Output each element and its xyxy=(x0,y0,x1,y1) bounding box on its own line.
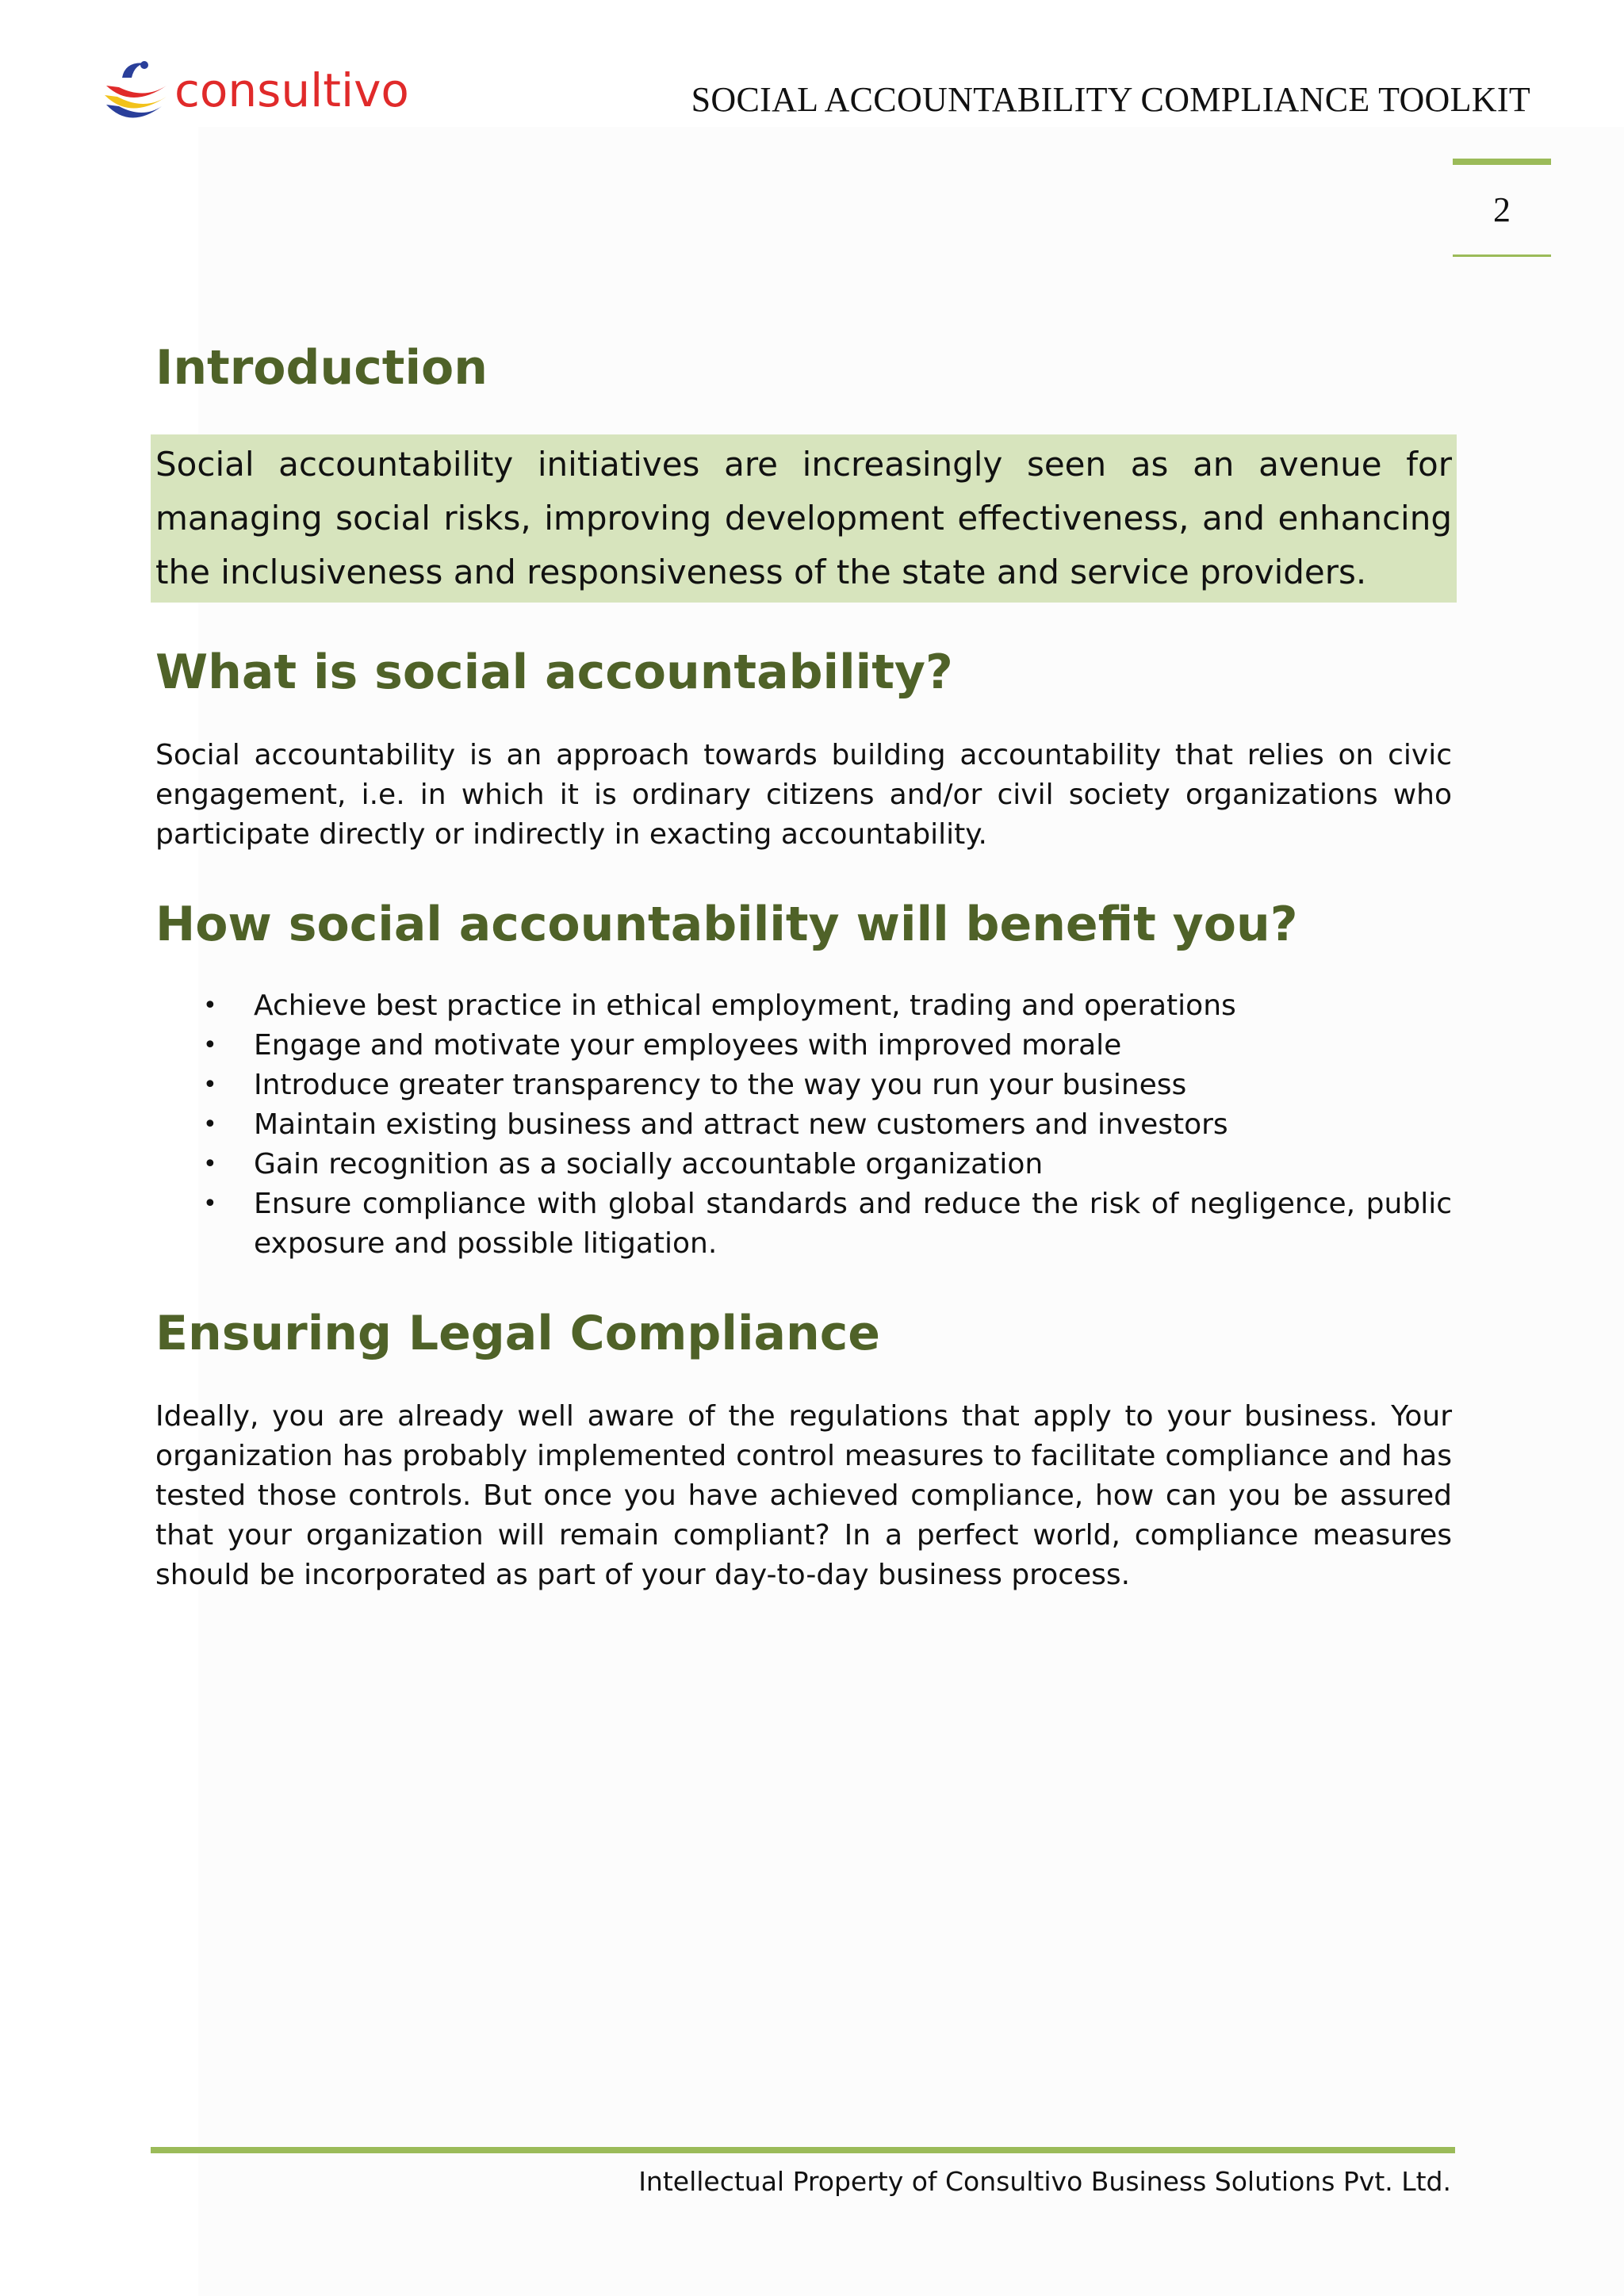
benefit-text: Engage and motivate your employees with improved morale xyxy=(254,1029,1122,1062)
bullet-icon: • xyxy=(203,992,217,1020)
legal-section xyxy=(155,1305,1452,1595)
benefit-text: Gain recognition as a socially accountable organization xyxy=(254,1148,1044,1181)
footer-divider xyxy=(151,2147,1455,2153)
benefits-list xyxy=(155,986,1452,1264)
bullet-icon: • xyxy=(203,1031,217,1059)
list-item xyxy=(155,1026,1452,1066)
bullet-icon: • xyxy=(203,1111,217,1138)
list-item xyxy=(155,1184,1452,1264)
footer-copyright: Intellectual Property of Consultivo Business Solutions Pvt. Ltd. xyxy=(638,2166,1451,2197)
list-item xyxy=(155,1105,1452,1145)
main-content xyxy=(155,339,1452,1595)
benefit-text: Maintain existing business and attract new customers and investors xyxy=(254,1108,1228,1141)
introduction-highlight: Social accountability initiatives are increasingly seen as an avenue for managing social risks, improving development effectiveness, and enhancing the inclusiveness and responsiveness of the state and service providers. xyxy=(151,434,1457,603)
bullet-icon: • xyxy=(203,1190,217,1218)
legal-heading: Ensuring Legal Compliance xyxy=(155,1306,880,1361)
list-item xyxy=(155,1145,1452,1184)
what-is-body: Social accountability is an approach towards building accountability that relies on civic engagement, i.e. in which it is ordinary citizens and/or civil society organizations who participate directly or indirectly in exacting accountability. xyxy=(155,739,1452,851)
benefits-heading: How social accountability will benefit you? xyxy=(155,897,1298,952)
legal-body: Ideally, you are already well aware of the regulations that apply to your business. Your organization has probably implemented control measures to facilitate compliance and has tested those controls. But once you have achieved compliance, how can you be assured that your organization will remain compliant? In a perfect world, compliance measures should be incorporated as part of your day-to-day business process. xyxy=(155,1400,1452,1591)
document-title: SOCIAL ACCOUNTABILITY COMPLIANCE TOOLKIT xyxy=(691,80,1530,119)
list-item xyxy=(155,1066,1452,1105)
what-is-heading: What is social accountability? xyxy=(155,645,953,700)
benefit-text: Achieve best practice in ethical employment, trading and operations xyxy=(254,989,1236,1022)
page-number-box xyxy=(1453,159,1551,257)
what-is-section xyxy=(155,644,1452,855)
bullet-icon: • xyxy=(203,1071,217,1099)
consultivo-logo xyxy=(98,54,431,133)
benefits-section xyxy=(155,896,1452,1264)
introduction-heading: Introduction xyxy=(155,340,488,396)
logo-text: consultivo xyxy=(174,63,409,117)
introduction-section xyxy=(155,339,1452,603)
logo-swoosh-icon xyxy=(105,61,167,118)
benefit-text: Introduce greater transparency to the way you run your business xyxy=(254,1069,1187,1101)
bullet-icon: • xyxy=(203,1150,217,1178)
page-number: 2 xyxy=(1493,190,1511,229)
benefit-text: Ensure compliance with global standards and reduce the risk of negligence, public exposure and possible litigation. xyxy=(254,1188,1452,1260)
list-item xyxy=(155,986,1452,1026)
